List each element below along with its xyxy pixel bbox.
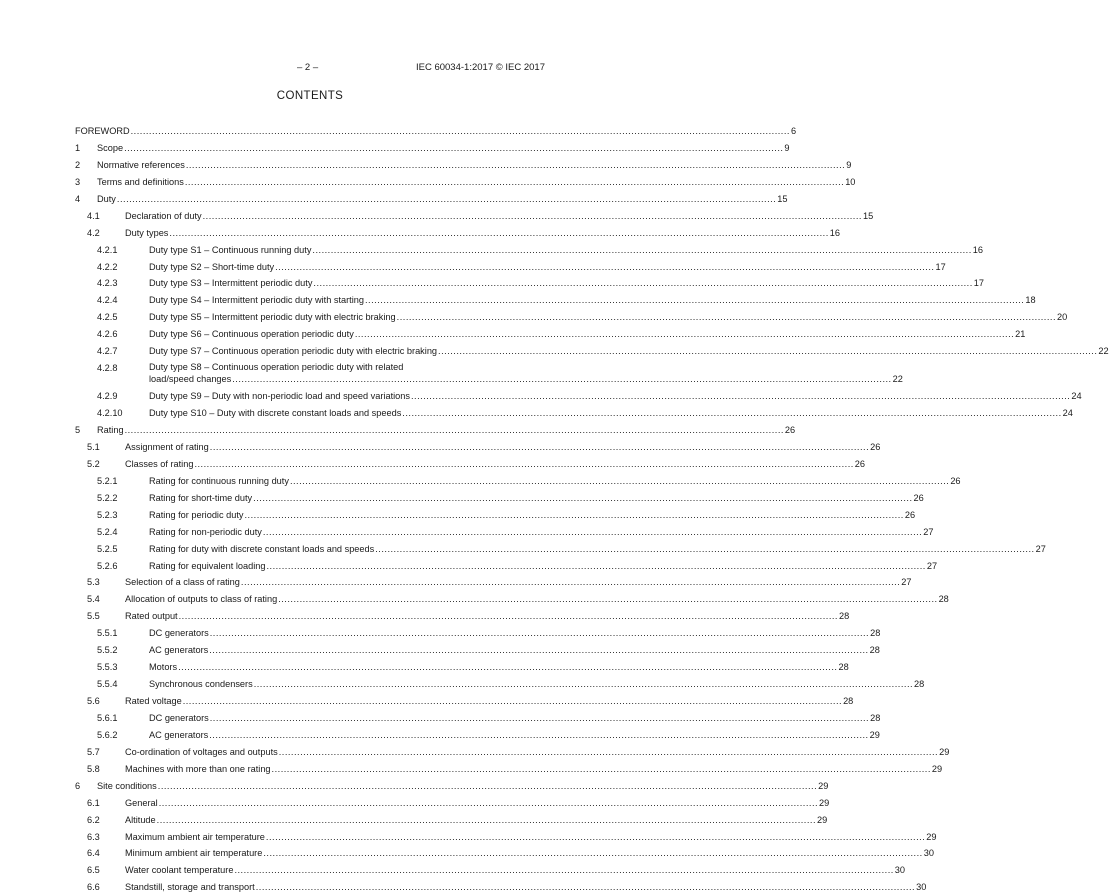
toc-entry[interactable]: [75, 693, 854, 710]
toc-entry-title: AC generators: [149, 729, 209, 740]
toc-entry[interactable]: [75, 259, 946, 276]
dot-leader: [157, 812, 816, 829]
toc-entry-title: Duty types: [125, 227, 169, 238]
toc-entry-number: 6.1: [87, 797, 100, 808]
toc-entry-number: 5.5.1: [97, 628, 118, 639]
dot-leader: [290, 473, 949, 490]
toc-entry-number: 4.2.7: [97, 346, 118, 357]
dot-leader: [179, 608, 838, 625]
toc-entry-page: 22: [1098, 346, 1109, 357]
toc-entry[interactable]: [75, 140, 790, 157]
toc-entry[interactable]: [75, 174, 856, 191]
toc-entry-title: Normative references: [97, 159, 185, 170]
dot-leader: [194, 456, 853, 473]
toc-entry-number: 4.2.1: [97, 244, 118, 255]
toc-entry-page: 29: [926, 831, 937, 842]
dot-leader: [125, 422, 784, 439]
toc-entry-number: 4.2.9: [97, 391, 118, 402]
toc-entry-page: 15: [777, 193, 788, 204]
toc-entry-page: 10: [845, 176, 856, 187]
toc-entry-title: Rating for continuous running duty: [149, 475, 289, 486]
dot-leader: [244, 507, 903, 524]
dot-leader: [279, 744, 938, 761]
dot-leader: [158, 778, 817, 795]
toc-entry-title: Duty type S5 – Intermittent periodic duty with electric braking: [149, 312, 396, 323]
dot-leader: [241, 574, 900, 591]
toc-entry-page: 26: [913, 492, 924, 503]
toc-entry-page: 9: [846, 159, 852, 170]
toc-entry-page: 27: [1035, 543, 1046, 554]
toc-entry-page: 29: [931, 763, 943, 774]
toc-entry[interactable]: [75, 744, 950, 761]
toc-entry-number: 5.6.1: [97, 712, 118, 723]
toc-entry-number: 4.2.5: [97, 312, 118, 323]
toc-entry-title: Rated voltage: [125, 696, 182, 706]
toc-entry-title-continued: load/speed changes: [149, 374, 232, 385]
toc-entry-page: 28: [838, 611, 850, 622]
dot-leader: [124, 140, 783, 157]
toc-entry-title: Rating for periodic duty: [149, 509, 244, 520]
toc-entry-number: 5.2: [87, 458, 100, 469]
toc-entry[interactable]: [75, 812, 828, 829]
toc-entry-number: 6.4: [87, 848, 100, 859]
toc-entry-title: Site conditions: [97, 780, 157, 791]
dot-leader: [402, 405, 1061, 422]
dot-leader: [256, 879, 915, 896]
toc-entry[interactable]: [75, 242, 984, 259]
toc-entry-title: Duty type S9 – Duty with non-periodic load and speed variations: [149, 391, 410, 402]
toc-entry[interactable]: [75, 191, 788, 208]
dot-leader: [355, 326, 1014, 343]
toc-entry-title: Duty type S6 – Continuous operation periodic duty: [149, 329, 354, 340]
dot-leader: [263, 524, 922, 541]
dot-leader: [272, 761, 931, 778]
toc-entry-number: 5.1: [87, 441, 100, 452]
toc-entry-title: Standstill, storage and transport: [125, 882, 255, 893]
toc-entry-page: 28: [914, 679, 925, 690]
dot-leader: [312, 242, 971, 259]
page-title: CONTENTS: [276, 90, 344, 102]
dot-leader: [263, 845, 922, 862]
dot-leader: [210, 710, 869, 727]
toc-entry-number: 5.8: [87, 763, 100, 774]
toc-entry-number: 6.6: [87, 882, 100, 893]
page-header: [0, 62, 620, 76]
toc-entry-number: 5.5.4: [97, 679, 118, 690]
toc-entry-page: 22: [892, 374, 903, 385]
toc-entry-number: 5.2.3: [97, 509, 118, 520]
toc-entry-title: Duty type S3 – Intermittent periodic duty: [149, 278, 313, 289]
toc-entry-page: 28: [938, 594, 949, 605]
toc-entry-title: Duty type S1 – Continuous running duty: [149, 244, 312, 255]
toc-entry[interactable]: [75, 123, 797, 140]
dot-leader: [209, 642, 868, 659]
toc-entry-page: 29: [817, 814, 828, 825]
toc-entry-title: Selection of a class of rating: [125, 577, 240, 588]
toc-entry-number: 5.5.3: [97, 662, 118, 673]
toc-entry-number: 4.2.4: [97, 295, 118, 306]
toc-entry-page: 27: [926, 560, 938, 571]
toc-entry[interactable]: [75, 574, 912, 591]
dot-leader: [397, 309, 1056, 326]
dot-leader: [266, 829, 925, 846]
toc-entry-title: FOREWORD: [75, 126, 130, 136]
toc-entry-number: 6: [75, 780, 81, 791]
toc-entry-page: 21: [1015, 329, 1026, 340]
toc-entry-page: 28: [870, 712, 881, 723]
dot-leader: [169, 225, 828, 242]
toc-entry-page: 20: [1057, 312, 1068, 323]
page-number: – 2 –: [297, 62, 319, 73]
toc-entry-number: 4.2.3: [97, 278, 118, 289]
toc-entry[interactable]: [75, 208, 874, 225]
toc-entry-number: 5: [75, 425, 81, 435]
toc-entry-page: 15: [862, 210, 874, 221]
toc-entry[interactable]: [75, 388, 1082, 405]
toc-entry[interactable]: [75, 659, 849, 676]
toc-entry-number: 5.6.2: [97, 729, 118, 740]
dot-leader: [210, 625, 869, 642]
toc-entry[interactable]: [75, 761, 943, 778]
toc-entry[interactable]: [75, 326, 1026, 343]
toc-entry-number: 6.2: [87, 814, 100, 825]
toc-entry-title: Rating for equivalent loading: [149, 560, 266, 571]
toc-entry-number: 5.7: [87, 746, 100, 757]
toc-entry-page: 29: [869, 729, 880, 740]
toc-entry-title: Rating for duty with discrete constant loads and speeds: [149, 543, 375, 554]
toc-entry-number: 5.3: [87, 577, 100, 588]
toc-entry-number: 5.2.5: [97, 543, 118, 554]
toc-entry-title: Declaration of duty: [125, 210, 202, 221]
toc-entry-title: Minimum ambient air temperature: [125, 848, 263, 859]
dot-leader: [232, 374, 891, 385]
dot-leader: [131, 123, 790, 140]
toc-entry-page: 24: [1071, 391, 1082, 402]
toc-entry-page: 26: [870, 441, 881, 452]
toc-entry-page: 29: [818, 780, 829, 791]
toc-entry-title: Assignment of rating: [125, 441, 209, 452]
toc-entry-number: 3: [75, 176, 81, 187]
toc-entry-title: Motors: [149, 662, 178, 673]
toc-entry[interactable]: [75, 490, 924, 507]
toc-entry-number: 4.2.2: [97, 261, 118, 272]
toc-entry-page: 9: [784, 142, 790, 153]
toc-entry[interactable]: [75, 591, 949, 608]
toc-entry-number: 4.2.10: [97, 408, 123, 419]
toc-entry-number: 6.3: [87, 831, 100, 842]
toc-entry-page: 28: [838, 662, 849, 673]
toc-entry-title: Altitude: [125, 814, 156, 825]
toc-entry[interactable]: [75, 456, 866, 473]
toc-entry-page: 28: [870, 628, 881, 639]
toc-entry-number: 4.2.8: [97, 363, 118, 374]
toc-entry-title: Allocation of outputs to class of rating: [125, 594, 278, 605]
toc-entry-page: 28: [843, 696, 854, 706]
toc-entry-number: 5.2.4: [97, 526, 118, 537]
toc-entry-title: Classes of rating: [125, 458, 194, 469]
dot-leader: [438, 343, 1097, 360]
toc-entry-page: 26: [904, 509, 916, 520]
toc-entry[interactable]: [75, 524, 934, 541]
dot-leader: [117, 191, 776, 208]
toc-entry[interactable]: [75, 676, 925, 693]
toc-entry-number: 5.5: [87, 611, 100, 622]
toc-entry-page: 28: [869, 645, 880, 656]
toc-entry[interactable]: [75, 642, 880, 659]
toc-entry-page: 16: [972, 244, 984, 255]
toc-entry[interactable]: [75, 727, 880, 744]
toc-entry[interactable]: [75, 422, 796, 439]
standard-reference: IEC 60034-1:2017 © IEC 2017: [415, 62, 545, 73]
toc-entry-page: 18: [1025, 295, 1036, 306]
toc-entry-title: Rating: [97, 425, 124, 435]
toc-entry-number: 1: [75, 142, 81, 153]
toc-entry-page: 29: [939, 746, 950, 757]
toc-entry[interactable]: [75, 309, 1068, 326]
toc-entry-title: Duty type S2 – Short-time duty: [149, 261, 275, 272]
dot-leader: [253, 490, 912, 507]
toc-entry-title: Scope: [97, 142, 124, 153]
toc-entry[interactable]: [75, 360, 903, 388]
toc-entry-page: 27: [923, 526, 934, 537]
toc-entry[interactable]: [75, 778, 829, 795]
toc-entry-number: 5.4: [87, 594, 100, 605]
dot-leader: [234, 862, 893, 879]
toc-entry-title: Maximum ambient air temperature: [125, 831, 265, 842]
toc-entry[interactable]: [75, 625, 881, 642]
toc-entry-title: Terms and definitions: [97, 176, 184, 187]
toc-entry-title: Duty: [97, 193, 116, 204]
toc-entry-number: 5.2.2: [97, 492, 118, 503]
toc-entry-page: 6: [790, 126, 797, 136]
toc-entry-page: 30: [916, 882, 927, 893]
toc-entry-title: Machines with more than one rating: [125, 763, 271, 774]
dot-leader: [183, 693, 842, 710]
toc-entry-title: Duty type S4 – Intermittent periodic duty with starting: [149, 295, 364, 306]
dot-leader: [209, 727, 868, 744]
toc-entry[interactable]: [75, 558, 938, 575]
toc-entry-page: 30: [894, 865, 906, 876]
dot-leader: [375, 541, 1034, 558]
toc-entry[interactable]: [75, 343, 1109, 360]
toc-entry-number: 5.5.2: [97, 645, 118, 656]
toc-entry[interactable]: [75, 541, 1046, 558]
dot-leader: [275, 259, 934, 276]
toc-entry[interactable]: [75, 608, 850, 625]
toc-entry-number: 4.1: [87, 210, 100, 221]
toc-entry[interactable]: [75, 225, 840, 242]
toc-entry[interactable]: [75, 157, 852, 174]
toc-entry[interactable]: [75, 710, 881, 727]
toc-entry-page: 30: [923, 848, 934, 859]
dot-leader: [186, 157, 845, 174]
toc-entry-number: 5.6: [87, 696, 100, 706]
toc-entry[interactable]: [75, 292, 1036, 309]
toc-entry-page: 17: [973, 278, 985, 289]
toc-entry[interactable]: [75, 845, 934, 862]
toc-entry-title: Duty type S10 – Duty with discrete constant loads and speeds: [149, 408, 402, 419]
toc-entry[interactable]: [75, 439, 881, 456]
toc-entry-number: 5.2.6: [97, 560, 118, 571]
toc-entry-title: Duty type S7 – Continuous operation periodic duty with electric braking: [149, 346, 438, 357]
toc-entry-number: 2: [75, 159, 81, 170]
toc-entry-number: 4: [75, 193, 81, 204]
toc-entry-title: Rating for non-periodic duty: [149, 526, 262, 537]
toc-entry-title: General: [125, 797, 158, 808]
dot-leader: [266, 558, 925, 575]
dot-leader: [365, 292, 1024, 309]
table-of-contents: [75, 123, 1109, 896]
toc-entry-title: Rated output: [125, 611, 178, 622]
dot-leader: [159, 795, 818, 812]
toc-entry-page: 26: [784, 425, 796, 435]
toc-entry-page: 26: [854, 458, 866, 469]
toc-entry-number: 5.2.1: [97, 475, 118, 486]
toc-entry-page: 29: [819, 797, 830, 808]
toc-entry[interactable]: [75, 473, 961, 490]
toc-entry-page: 17: [935, 261, 946, 272]
dot-leader: [178, 659, 837, 676]
toc-entry-number: 4.2: [87, 227, 100, 238]
dot-leader: [203, 208, 862, 225]
toc-entry[interactable]: [75, 879, 927, 896]
toc-entry-title: Synchronous condensers: [149, 679, 253, 690]
dot-leader: [185, 174, 844, 191]
dot-leader: [210, 439, 869, 456]
toc-entry[interactable]: [75, 405, 1073, 422]
dot-leader: [254, 676, 913, 693]
toc-entry-title: DC generators: [149, 628, 209, 639]
dot-leader: [411, 388, 1070, 405]
toc-entry-title: Duty type S8 – Continuous operation periodic duty with related: [149, 362, 404, 373]
toc-entry-page: 16: [829, 227, 840, 238]
toc-entry-page: 27: [901, 577, 912, 588]
toc-entry-title: DC generators: [149, 712, 209, 723]
toc-entry-title: AC generators: [149, 645, 209, 656]
toc-entry-title: Water coolant temperature: [125, 865, 234, 876]
toc-entry[interactable]: [75, 275, 985, 292]
toc-entry-page: 24: [1062, 408, 1073, 419]
toc-entry[interactable]: [75, 795, 830, 812]
toc-entry-number: 6.5: [87, 865, 100, 876]
toc-entry-number: 4.2.6: [97, 329, 118, 340]
toc-entry[interactable]: [75, 507, 916, 524]
toc-entry-page: 26: [950, 475, 961, 486]
toc-entry[interactable]: [75, 862, 906, 879]
toc-entry-title: Co-ordination of voltages and outputs: [125, 746, 278, 757]
toc-entry[interactable]: [75, 829, 937, 846]
dot-leader: [278, 591, 937, 608]
dot-leader: [313, 275, 972, 292]
toc-entry-title: Rating for short-time duty: [149, 492, 253, 503]
